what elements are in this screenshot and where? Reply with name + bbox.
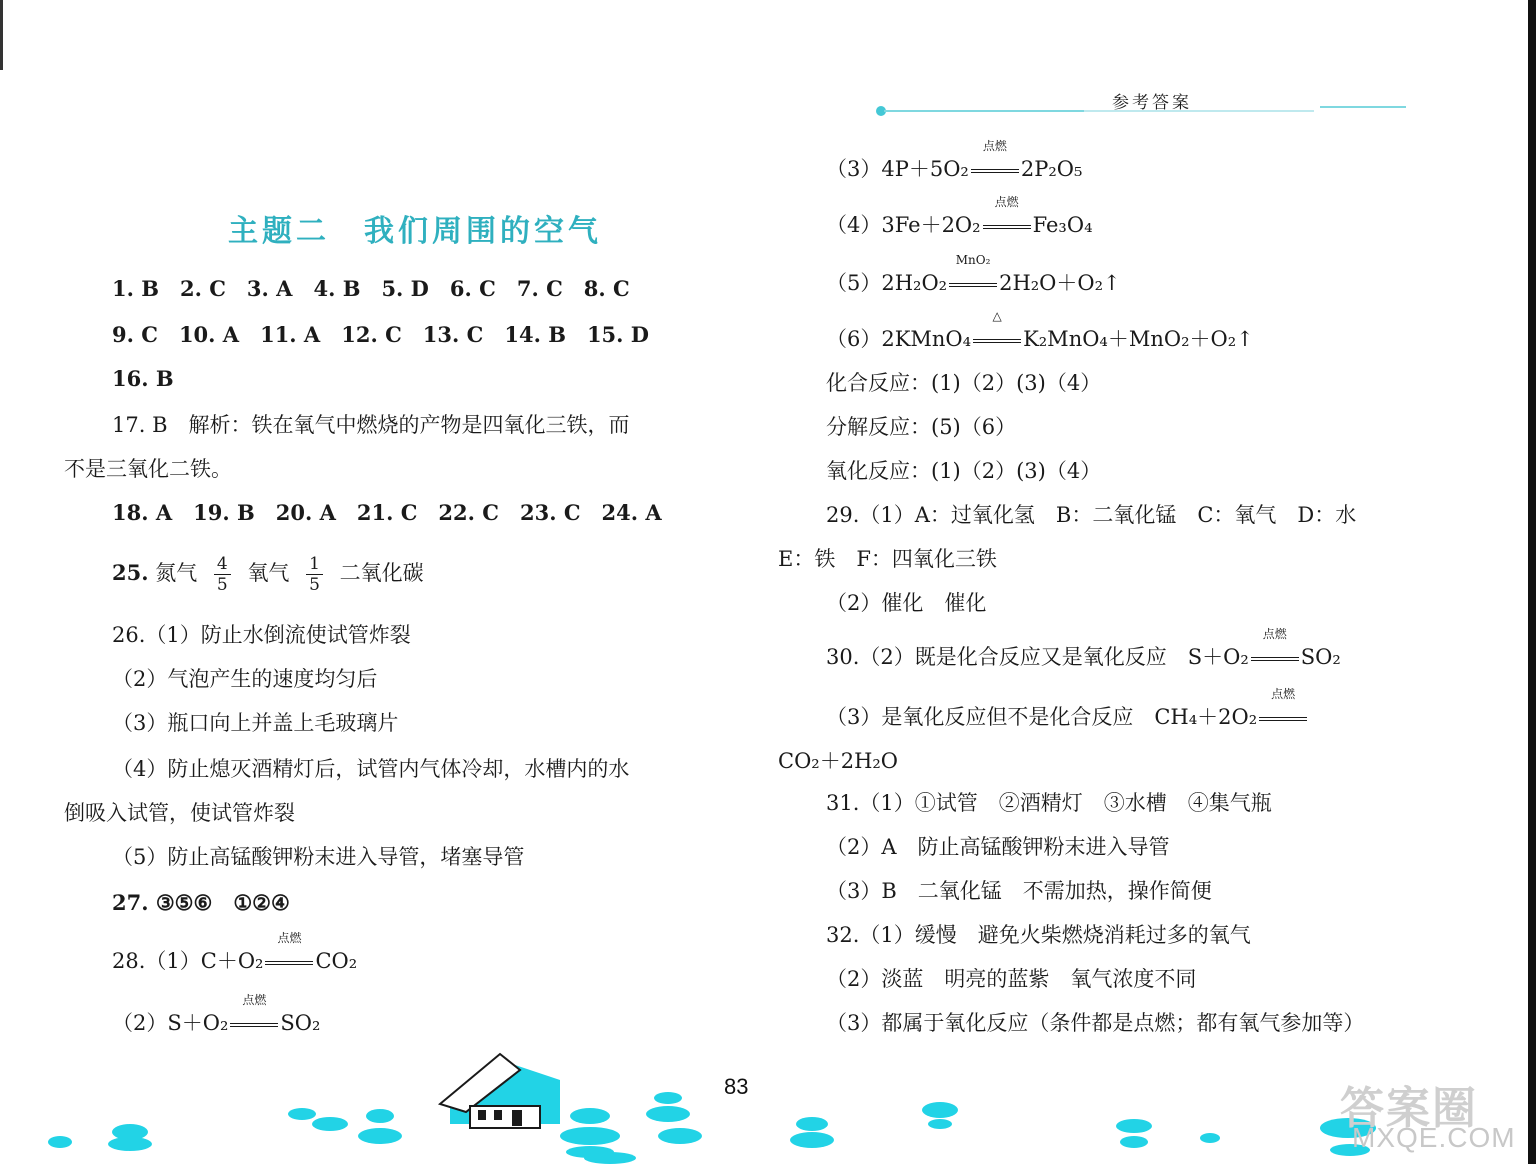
equation-28-5: （5）2H₂O₂ MnO₂ 2H₂O＋O₂↑ <box>826 253 1121 295</box>
answer-line: 化合反应：(1)（2）(3)（4） <box>826 371 1102 395</box>
equation-28-1: 28.（1）C＋O₂ 点燃 CO₂ <box>112 931 358 973</box>
answer-line: 1. B 2. C 3. A 4. B 5. D 6. C 7. C 8. C <box>112 276 630 301</box>
answer-line: （2）催化 催化 <box>826 591 987 615</box>
house-icon <box>440 1054 560 1128</box>
answer-line: （3）都属于氧化反应（条件都是点燃；都有氧气参加等） <box>826 1011 1365 1035</box>
answer-line: 倒吸入试管，使试管炸裂 <box>64 801 295 825</box>
equation-28-2: （2）S＋O₂ 点燃 SO₂ <box>112 993 321 1035</box>
equation-28-3: （3）4P＋5O₂ 点燃 2P₂O₅ <box>826 139 1083 181</box>
q25-gas-a: 氮气 <box>155 561 198 585</box>
answer-line: 29.（1）A：过氧化氢 B：二氧化锰 C：氧气 D：水 <box>826 503 1357 527</box>
answer-line: 31.（1）①试管 ②酒精灯 ③水槽 ④集气瓶 <box>826 791 1272 815</box>
answer-line: 16. B <box>112 366 174 391</box>
answer-line: E：铁 F：四氧化三铁 <box>778 547 997 571</box>
scan-edge-right <box>1528 0 1536 1164</box>
equation-30-3: （3）是氧化反应但不是化合反应 CH₄＋2O₂ 点燃 <box>826 702 1309 732</box>
answer-q25 <box>112 554 424 595</box>
footer-decoration <box>0 1040 1528 1164</box>
section-title: 主题二 我们周围的空气 <box>228 214 602 249</box>
q25-number: 25. <box>112 560 149 585</box>
answer-line: （3）B 二氧化锰 不需加热，操作简便 <box>826 879 1212 903</box>
answer-line: 26.（1）防止水倒流使试管炸裂 <box>112 623 411 647</box>
answer-line: 分解反应：(5)（6） <box>826 415 1017 439</box>
header-rule-left <box>884 110 1084 112</box>
answer-line: CO₂＋2H₂O <box>778 749 899 773</box>
answer-line: 18. A 19. B 20. A 21. C 22. C 23. C 24. A <box>112 500 662 525</box>
answer-line: （3）瓶口向上并盖上毛玻璃片 <box>112 711 399 735</box>
q25-fraction-a: $\frac{4}{5}$ <box>214 554 231 595</box>
header-title: 参考答案 <box>1112 93 1192 113</box>
q25-gas-b: 氧气 <box>247 561 290 585</box>
answer-line: 不是三氧化二铁。 <box>64 457 232 481</box>
q25-gas-c: 二氧化碳 <box>339 561 424 585</box>
answer-line: （2）A 防止高锰酸钾粉末进入导管 <box>826 835 1170 859</box>
answer-line: 9. C 10. A 11. A 12. C 13. C 14. B 15. D <box>112 322 649 347</box>
snow-tree-icons <box>48 1092 1376 1164</box>
header-rule-right <box>1320 106 1406 108</box>
answer-line: （5）防止高锰酸钾粉末进入导管，堵塞导管 <box>112 845 525 869</box>
answer-line: （2）淡蓝 明亮的蓝紫 氧气浓度不同 <box>826 967 1197 991</box>
answer-line: 32.（1）缓慢 避免火柴燃烧消耗过多的氧气 <box>826 923 1251 947</box>
equation-28-6: （6）2KMnO₄ △ K₂MnO₄＋MnO₂＋O₂↑ <box>826 309 1254 351</box>
answer-line: （4）防止熄灭酒精灯后，试管内气体冷却，水槽内的水 <box>112 757 630 781</box>
q25-fraction-b: $\frac{1}{5}$ <box>306 554 323 595</box>
answer-line: 27. ③⑤⑥ ①②④ <box>112 890 290 915</box>
watermark-url: MXQE.COM <box>1352 1122 1516 1153</box>
equation-28-4: （4）3Fe＋2O₂ 点燃 Fe₃O₄ <box>826 195 1093 237</box>
answer-line: 17. B 解析：铁在氧气中燃烧的产物是四氧化三铁，而 <box>112 413 630 437</box>
answer-line: 氧化反应：(1)（2）(3)（4） <box>826 459 1102 483</box>
page-number: 83 <box>724 1074 749 1099</box>
answer-line: （2）气泡产生的速度均匀后 <box>112 667 378 691</box>
watermark-logo: 答案圈 <box>1340 1084 1478 1133</box>
scan-edge-left <box>0 0 3 70</box>
equation-30-2: 30.（2）既是化合反应又是氧化反应 S＋O₂ 点燃 SO₂ <box>826 627 1341 669</box>
